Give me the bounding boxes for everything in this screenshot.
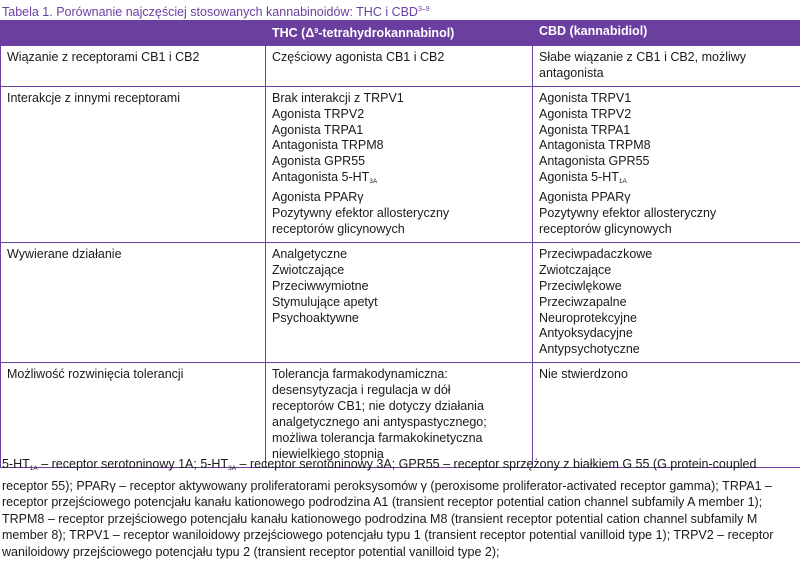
table-row xyxy=(1,45,800,86)
cell-line-text: Agonista 5-HT xyxy=(539,170,619,184)
row-label: Możliwość rozwinięcia tolerancji xyxy=(1,363,266,467)
footnote-sub: 1A xyxy=(30,465,38,472)
cell-line: Przeciwpadaczkowe xyxy=(539,247,794,263)
footnote-text: – receptor serotoninowy 1A; 5-HT xyxy=(38,457,228,471)
cell-line: Agonista TRPA1 xyxy=(539,123,794,139)
cell-line: Zwiotczające xyxy=(272,263,526,279)
cbd-cell xyxy=(533,242,800,362)
cell-line: Agonista TRPV2 xyxy=(539,107,794,123)
cbd-cell xyxy=(533,86,800,242)
table-row xyxy=(1,242,800,362)
cbd-cell: Słabe wiązanie z CB1 i CB2, możliwy antagonista xyxy=(533,45,800,86)
footnote-text: – receptor serotoninowy 3A; GPR55 – receptor sprzężony z białkiem G 55 (G protein-coupled receptor 55); PPARγ – receptor aktywowany proliferatorami peroksysomów γ (peroxisome proliferator-activated receptor gamma); TRPA1 – receptor przejściowego potencjału kanału kationowego podrodzina A1 (transient receptor potential cation channel subfamily A member 1); TRPM8 – receptor przejściowego potencjału kanału kationowego podrodzina M8 (transient receptor potential cation channel subfamily M member 8); TRPV1 – receptor waniloidowy przejściowego potencjału typu 1 (transient receptor potential vanilloid type 1); TRPV2 – receptor waniloidowy przejściowego potencjału typu 2 (transient receptor potential vanilloid type 2); xyxy=(2,457,773,559)
comparison-table xyxy=(0,20,800,468)
cell-line: Agonista PPARγ xyxy=(272,190,526,206)
table-header-row xyxy=(1,21,800,46)
cell-line: Stymulujące apetyt xyxy=(272,295,526,311)
cell-line: Antagonista GPR55 xyxy=(539,154,794,170)
cell-line: Pozytywny efektor allosteryczny xyxy=(539,206,794,222)
cell-line: analgetycznego ani antyspastycznego; xyxy=(272,415,526,431)
cell-line xyxy=(272,170,526,190)
caption-text: Tabela 1. Porównanie najczęściej stosowanych kannabinoidów: THC i CBD xyxy=(2,5,418,19)
table-footnote xyxy=(2,456,798,561)
cell-line: Tolerancja farmakodynamiczna: xyxy=(272,367,526,383)
header-thc-pre: THC (Δ xyxy=(272,26,314,40)
cell-line: Antagonista TRPM8 xyxy=(272,138,526,154)
cell-line: Agonista TRPV1 xyxy=(539,91,794,107)
cell-line: Analgetyczne xyxy=(272,247,526,263)
cell-line: Psychoaktywne xyxy=(272,311,526,327)
cell-line-sub: 3A xyxy=(369,178,377,185)
cell-line: Zwiotczające xyxy=(539,263,794,279)
cell-line: Przeciwlękowe xyxy=(539,279,794,295)
row-label: Interakcje z innymi receptorami xyxy=(1,86,266,242)
cell-line: receptorów CB1; nie dotyczy działania xyxy=(272,399,526,415)
row-label: Wiązanie z receptorami CB1 i CB2 xyxy=(1,45,266,86)
table-caption xyxy=(2,0,430,20)
footnote-sub: 3A xyxy=(228,465,236,472)
cell-line: receptorów glicynowych xyxy=(272,222,526,238)
cell-line: desensytyzacja i regulacja w dół xyxy=(272,383,526,399)
cell-line xyxy=(539,170,794,190)
cell-line: możliwa tolerancja farmakokinetyczna xyxy=(272,431,526,447)
header-thc-sup: 9 xyxy=(314,28,318,35)
cell-line: Agonista GPR55 xyxy=(272,154,526,170)
header-thc-post: -tetrahydrokannabinol) xyxy=(318,26,454,40)
row-label: Wywierane działanie xyxy=(1,242,266,362)
cell-line: Antagonista TRPM8 xyxy=(539,138,794,154)
table-row xyxy=(1,363,800,467)
thc-cell: Częściowy agonista CB1 i CB2 xyxy=(266,45,533,86)
thc-cell xyxy=(266,242,533,362)
cell-line-text: Antagonista 5-HT xyxy=(272,170,369,184)
caption-references: 3–9 xyxy=(418,6,430,13)
cell-line: Przeciwwymiotne xyxy=(272,279,526,295)
cell-line: Agonista PPARγ xyxy=(539,190,794,206)
footnote-text: 5-HT xyxy=(2,457,30,471)
thc-cell xyxy=(266,363,533,467)
cell-line: Agonista TRPV2 xyxy=(272,107,526,123)
cell-line: Pozytywny efektor allosteryczny xyxy=(272,206,526,222)
header-cbd: CBD (kannabidiol) xyxy=(533,21,800,46)
cell-line: receptorów glicynowych xyxy=(539,222,794,238)
header-empty xyxy=(1,21,266,46)
table-row xyxy=(1,86,800,242)
cbd-cell: Nie stwierdzono xyxy=(533,363,800,467)
cell-line: Przeciwzapalne xyxy=(539,295,794,311)
cell-line: Brak interakcji z TRPV1 xyxy=(272,91,526,107)
cell-line: Neuroprotekcyjne xyxy=(539,311,794,327)
cell-line-sub: 1A xyxy=(619,178,627,185)
cell-line: Antypsychotyczne xyxy=(539,342,794,358)
thc-cell xyxy=(266,86,533,242)
header-thc xyxy=(266,21,533,46)
cell-line: niewielkiego stopnia xyxy=(272,447,526,463)
cell-line: Agonista TRPA1 xyxy=(272,123,526,139)
cell-line: Antyoksydacyjne xyxy=(539,326,794,342)
